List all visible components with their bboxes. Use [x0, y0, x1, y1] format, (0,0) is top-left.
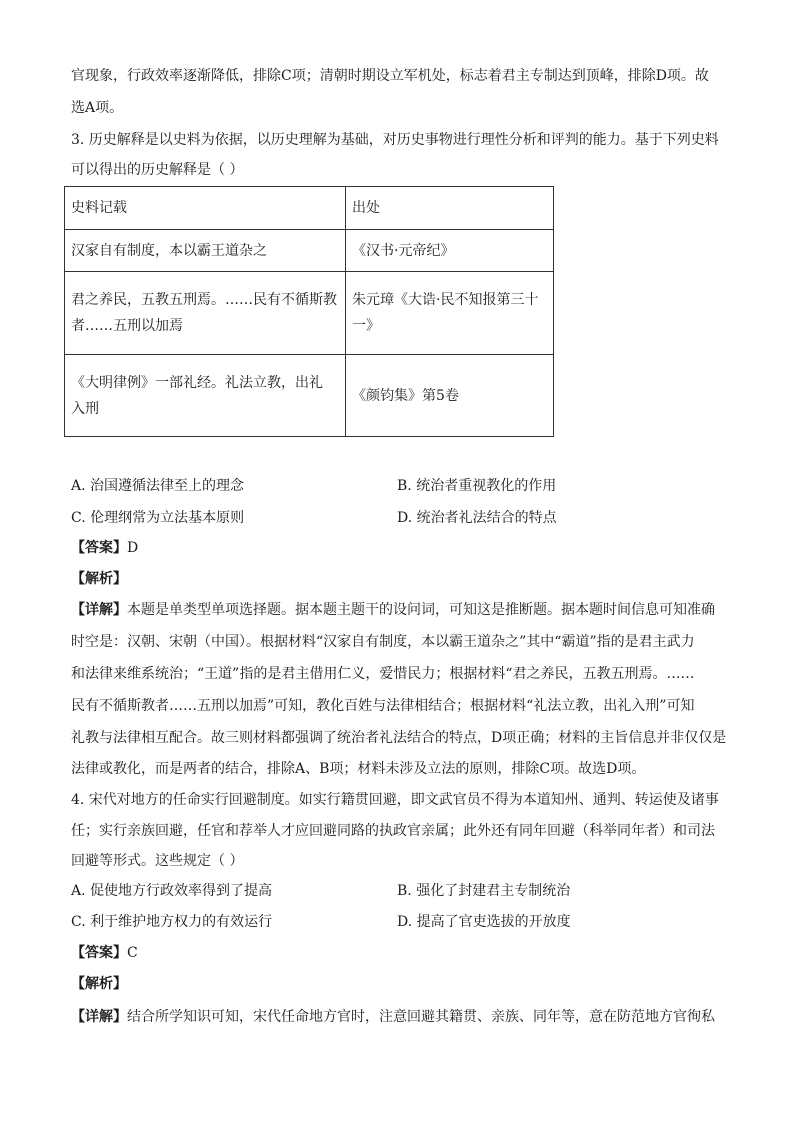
table-row — [65, 355, 554, 437]
table-cell-record: 《大明律例》一部礼经。礼法立教，出礼 入刑 — [65, 355, 346, 437]
table-row — [65, 272, 554, 355]
q3-detail-line-5: 礼教与法律相互配合。故三则材料都强调了统治者礼法结合的特点，D项正确；材料的主旨信息并非仅仅是 — [71, 730, 727, 746]
q4-option-d: D. 提高了官吏选拔的开放度 — [397, 914, 571, 930]
table-cell-source: 朱元璋《大诰·民不知报第三十 一》 — [346, 272, 554, 355]
q3-stem-line-2: 可以得出的历史解释是（ ） — [71, 162, 244, 178]
q3-detail-line-6: 法律或教化，而是两者的结合，排除A、B项；材料未涉及立法的原则，排除C项。故选D项。 — [71, 761, 646, 777]
q3-option-b: B. 统治者重视教化的作用 — [397, 478, 557, 494]
q3-stem-line-1: 3. 历史解释是以史料为依据，以历史理解为基础，对历史事物进行理性分析和评判的能力。基于下列史料 — [71, 132, 719, 148]
q3-option-a: A. 治国遵循法律至上的理念 — [71, 478, 245, 494]
table-row — [65, 230, 554, 272]
q3-detail-line-4: 民有不循斯教者……五刑以加焉”可知，教化百姓与法律相结合；根据材料“礼法立教，出礼入刑”可知 — [71, 698, 695, 714]
q3-option-c: C. 伦理纲常为立法基本原则 — [71, 510, 245, 526]
q3-detail-line-1: 【详解】本题是单类型单项选择题。据本题主题干的设问词，可知这是推断题。据本题时间信息可知准确 — [71, 602, 715, 618]
q4-answer: 【答案】C — [71, 945, 138, 961]
table-header-record: 史料记载 — [65, 187, 346, 230]
q3-analysis-label: 【解析】 — [71, 571, 127, 587]
table-cell-source: 《颜钧集》第5卷 — [346, 355, 554, 437]
table-header-source: 出处 — [346, 187, 554, 230]
q4-detail-line-1: 【详解】结合所学知识可知，宋代任命地方官时，注意回避其籍贯、亲族、同年等，意在防范地方官徇私 — [71, 1009, 715, 1025]
q4-stem-line-2: 任；实行亲族回避，任官和荐举人才应回避同路的执政官亲属；此外还有同年回避（科举同年者）和司法 — [71, 823, 715, 839]
q3-detail-line-2: 时空是：汉朝、宋朝（中国）。根据材料“汉家自有制度，本以霸王道杂之”其中“霸道”指的是君主武力 — [71, 634, 695, 650]
intro-line-1: 官现象，行政效率逐渐降低，排除C项；清朝时期设立军机处，标志着君主专制达到顶峰，排除D项。故 — [71, 68, 709, 84]
table-cell-source: 《汉书·元帝纪》 — [346, 230, 554, 272]
q4-stem-line-3: 回避等形式。这些规定（ ） — [71, 853, 244, 869]
intro-line-2: 选A项。 — [71, 100, 124, 116]
table-cell-record: 汉家自有制度，本以霸王道杂之 — [65, 230, 346, 272]
q4-option-c: C. 利于维护地方权力的有效运行 — [71, 914, 273, 930]
q3-detail-line-3: 和法律来维系统治；“王道”指的是君主借用仁义，爱惜民力；根据材料“君之养民，五教五刑焉。…… — [71, 666, 695, 682]
q4-option-a: A. 促使地方行政效率得到了提高 — [71, 883, 273, 899]
q4-analysis-label: 【解析】 — [71, 976, 127, 992]
source-table — [64, 186, 554, 437]
table-cell-record: 君之养民，五教五刑焉。……民有不循斯教 者……五刑以加焉 — [65, 272, 346, 355]
q3-option-d: D. 统治者礼法结合的特点 — [397, 510, 557, 526]
table-header-row — [65, 187, 554, 230]
q4-option-b: B. 强化了封建君主专制统治 — [397, 883, 571, 899]
q3-answer: 【答案】D — [71, 540, 139, 556]
q4-stem-line-1: 4. 宋代对地方的任命实行回避制度。如实行籍贯回避，即文武官员不得为本道知州、通判、转运使及诸事 — [71, 792, 719, 808]
